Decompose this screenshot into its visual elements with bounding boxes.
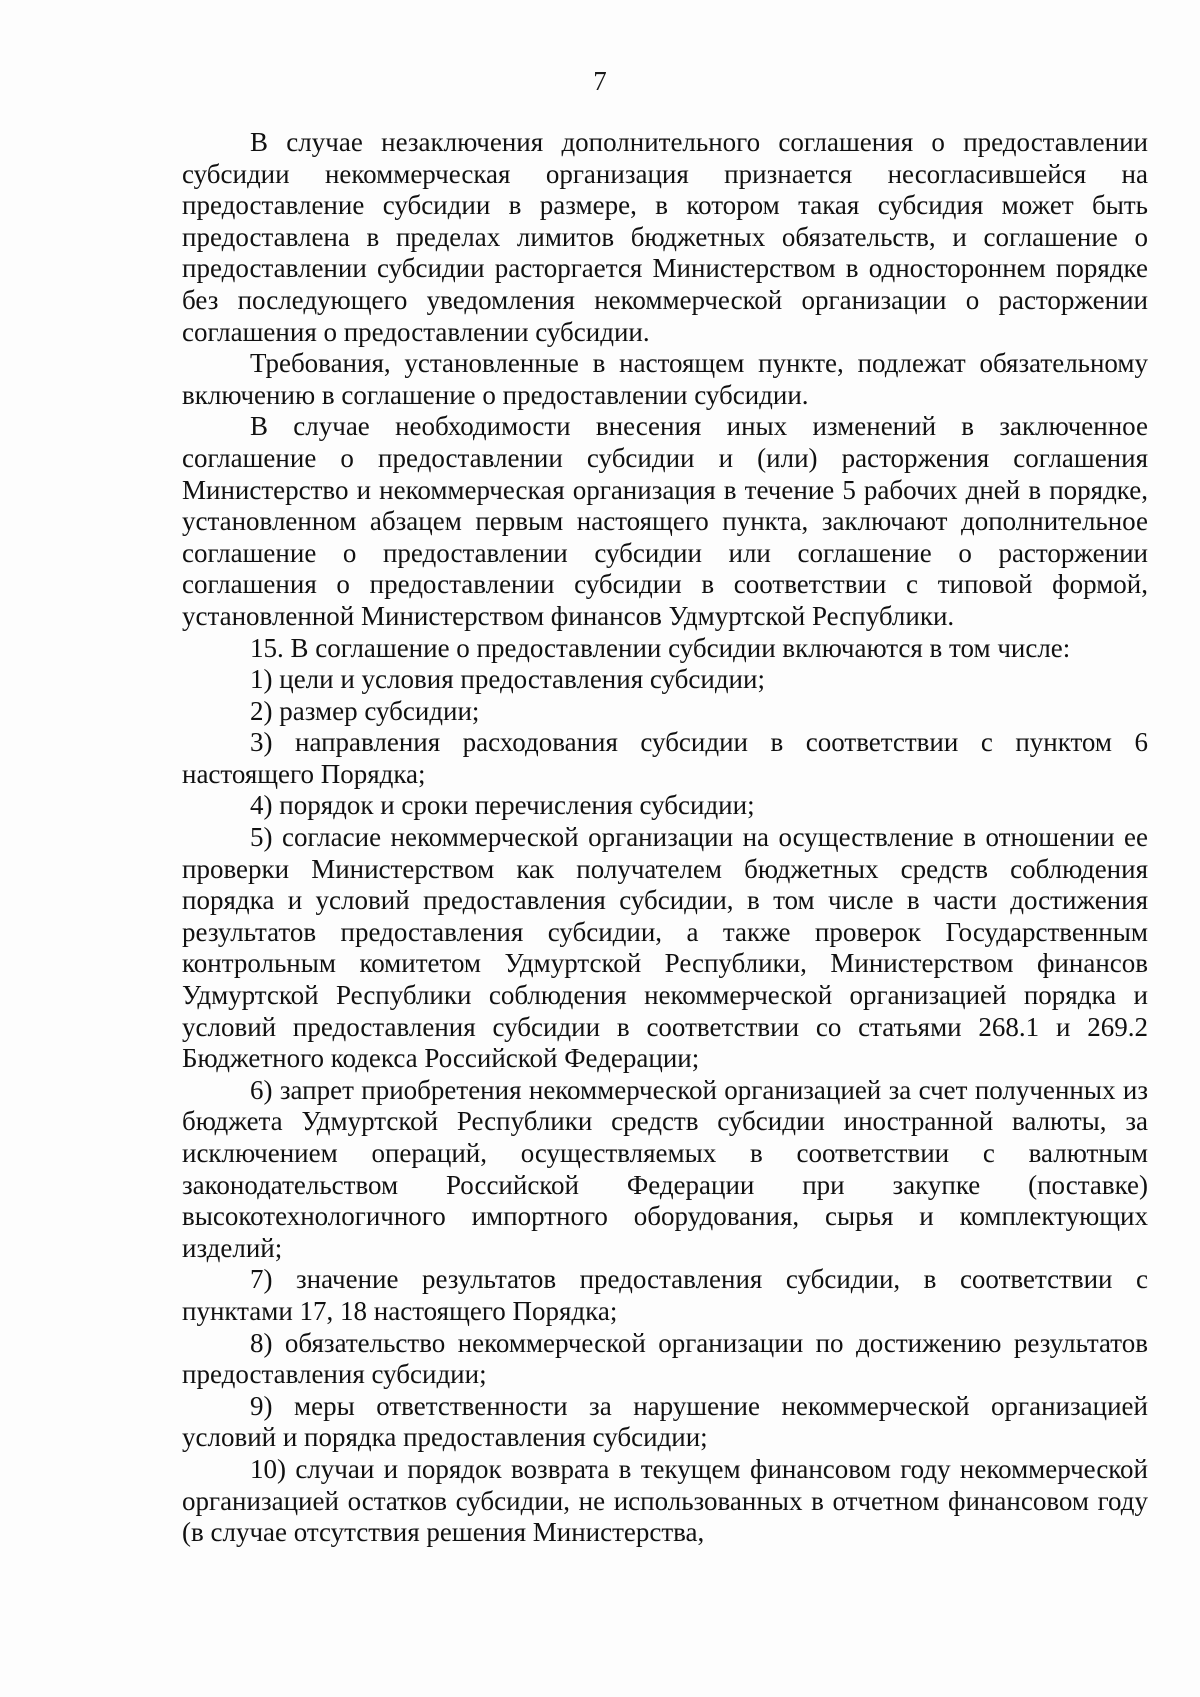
paragraph-2: Требования, установленные в настоящем пункте, подлежат обязательному включению в соглашение о предоставлении субсидии. xyxy=(182,348,1148,410)
document-body xyxy=(182,127,1148,1549)
list-item-2: 2) размер субсидии; xyxy=(250,695,480,726)
list-item-5: 5) согласие некоммерческой организации на осуществление в отношении ее проверки Министерством как получателем бюджетных средств соблюдения порядка и условий предоставления субсидии, в том числе в части достижения результатов предоставления субсидии, а также проверок Государственным контрольным комитетом Удмуртской Республики, Министерством финансов Удмуртской Республики соблюдения некоммерческой организацией порядка и условий предоставления субсидии в соответствии со статьями 268.1 и 269.2 Бюджетного кодекса Российской Федерации; xyxy=(182,822,1148,1074)
list-item-6: 6) запрет приобретения некоммерческой организацией за счет полученных из бюджета Удмуртской Республики средств субсидии иностранной валюты, за исключением операций, осуществляемых в соответствии с валютным законодательством Российской Федерации при закупке (поставке) высокотехнологичного импортного оборудования, сырья и комплектующих изделий; xyxy=(182,1074,1148,1263)
list-item-7: 7) значение результатов предоставления субсидии, в соответствии с пунктами 17, 18 настоящего Порядка; xyxy=(182,1264,1148,1326)
paragraph-3: В случае необходимости внесения иных изменений в заключенное соглашение о предоставлении субсидии и (или) расторжения соглашения Министерство и некоммерческая организация в течение 5 рабочих дней в порядке, установленном абзацем первым настоящего пункта, заключают дополнительное соглашение о предоставлении субсидии или соглашение о расторжении соглашения о предоставлении субсидии в соответствии с типовой формой, установленной Министерством финансов Удмуртской Республики. xyxy=(182,411,1148,631)
list-item-3: 3) направления расходования субсидии в соответствии с пунктом 6 настоящего Порядка; xyxy=(182,727,1148,789)
paragraph-item-15: 15. В соглашение о предоставлении субсидии включаются в том числе: xyxy=(250,632,1071,663)
list-item-1: 1) цели и условия предоставления субсидии; xyxy=(250,664,765,695)
list-item-4: 4) порядок и сроки перечисления субсидии; xyxy=(250,790,755,821)
list-item-8: 8) обязательство некоммерческой организации по достижению результатов предоставления субсидии; xyxy=(182,1327,1148,1390)
list-item-9: 9) меры ответственности за нарушение некоммерческой организацией условий и порядка предоставления субсидии; xyxy=(182,1390,1148,1453)
list-item-10: 10) случаи и порядок возврата в текущем финансовом году некоммерческой организацией остатков субсидии, не использованных в отчетном финансовом году (в случае отсутствия решения Министерства, xyxy=(182,1453,1148,1548)
page-number: 7 xyxy=(593,66,607,96)
paragraph-1: В случае незаключения дополнительного соглашения о предоставлении субсидии некоммерческая организация признается несогласившейся на предоставление субсидии в размере, в котором такая субсидия может быть предоставлена в пределах лимитов бюджетных обязательств, и соглашение о предоставлении субсидии расторгается Министерством в одностороннем порядке без последующего уведомления некоммерческой организации о расторжении соглашения о предоставлении субсидии. xyxy=(182,127,1148,347)
